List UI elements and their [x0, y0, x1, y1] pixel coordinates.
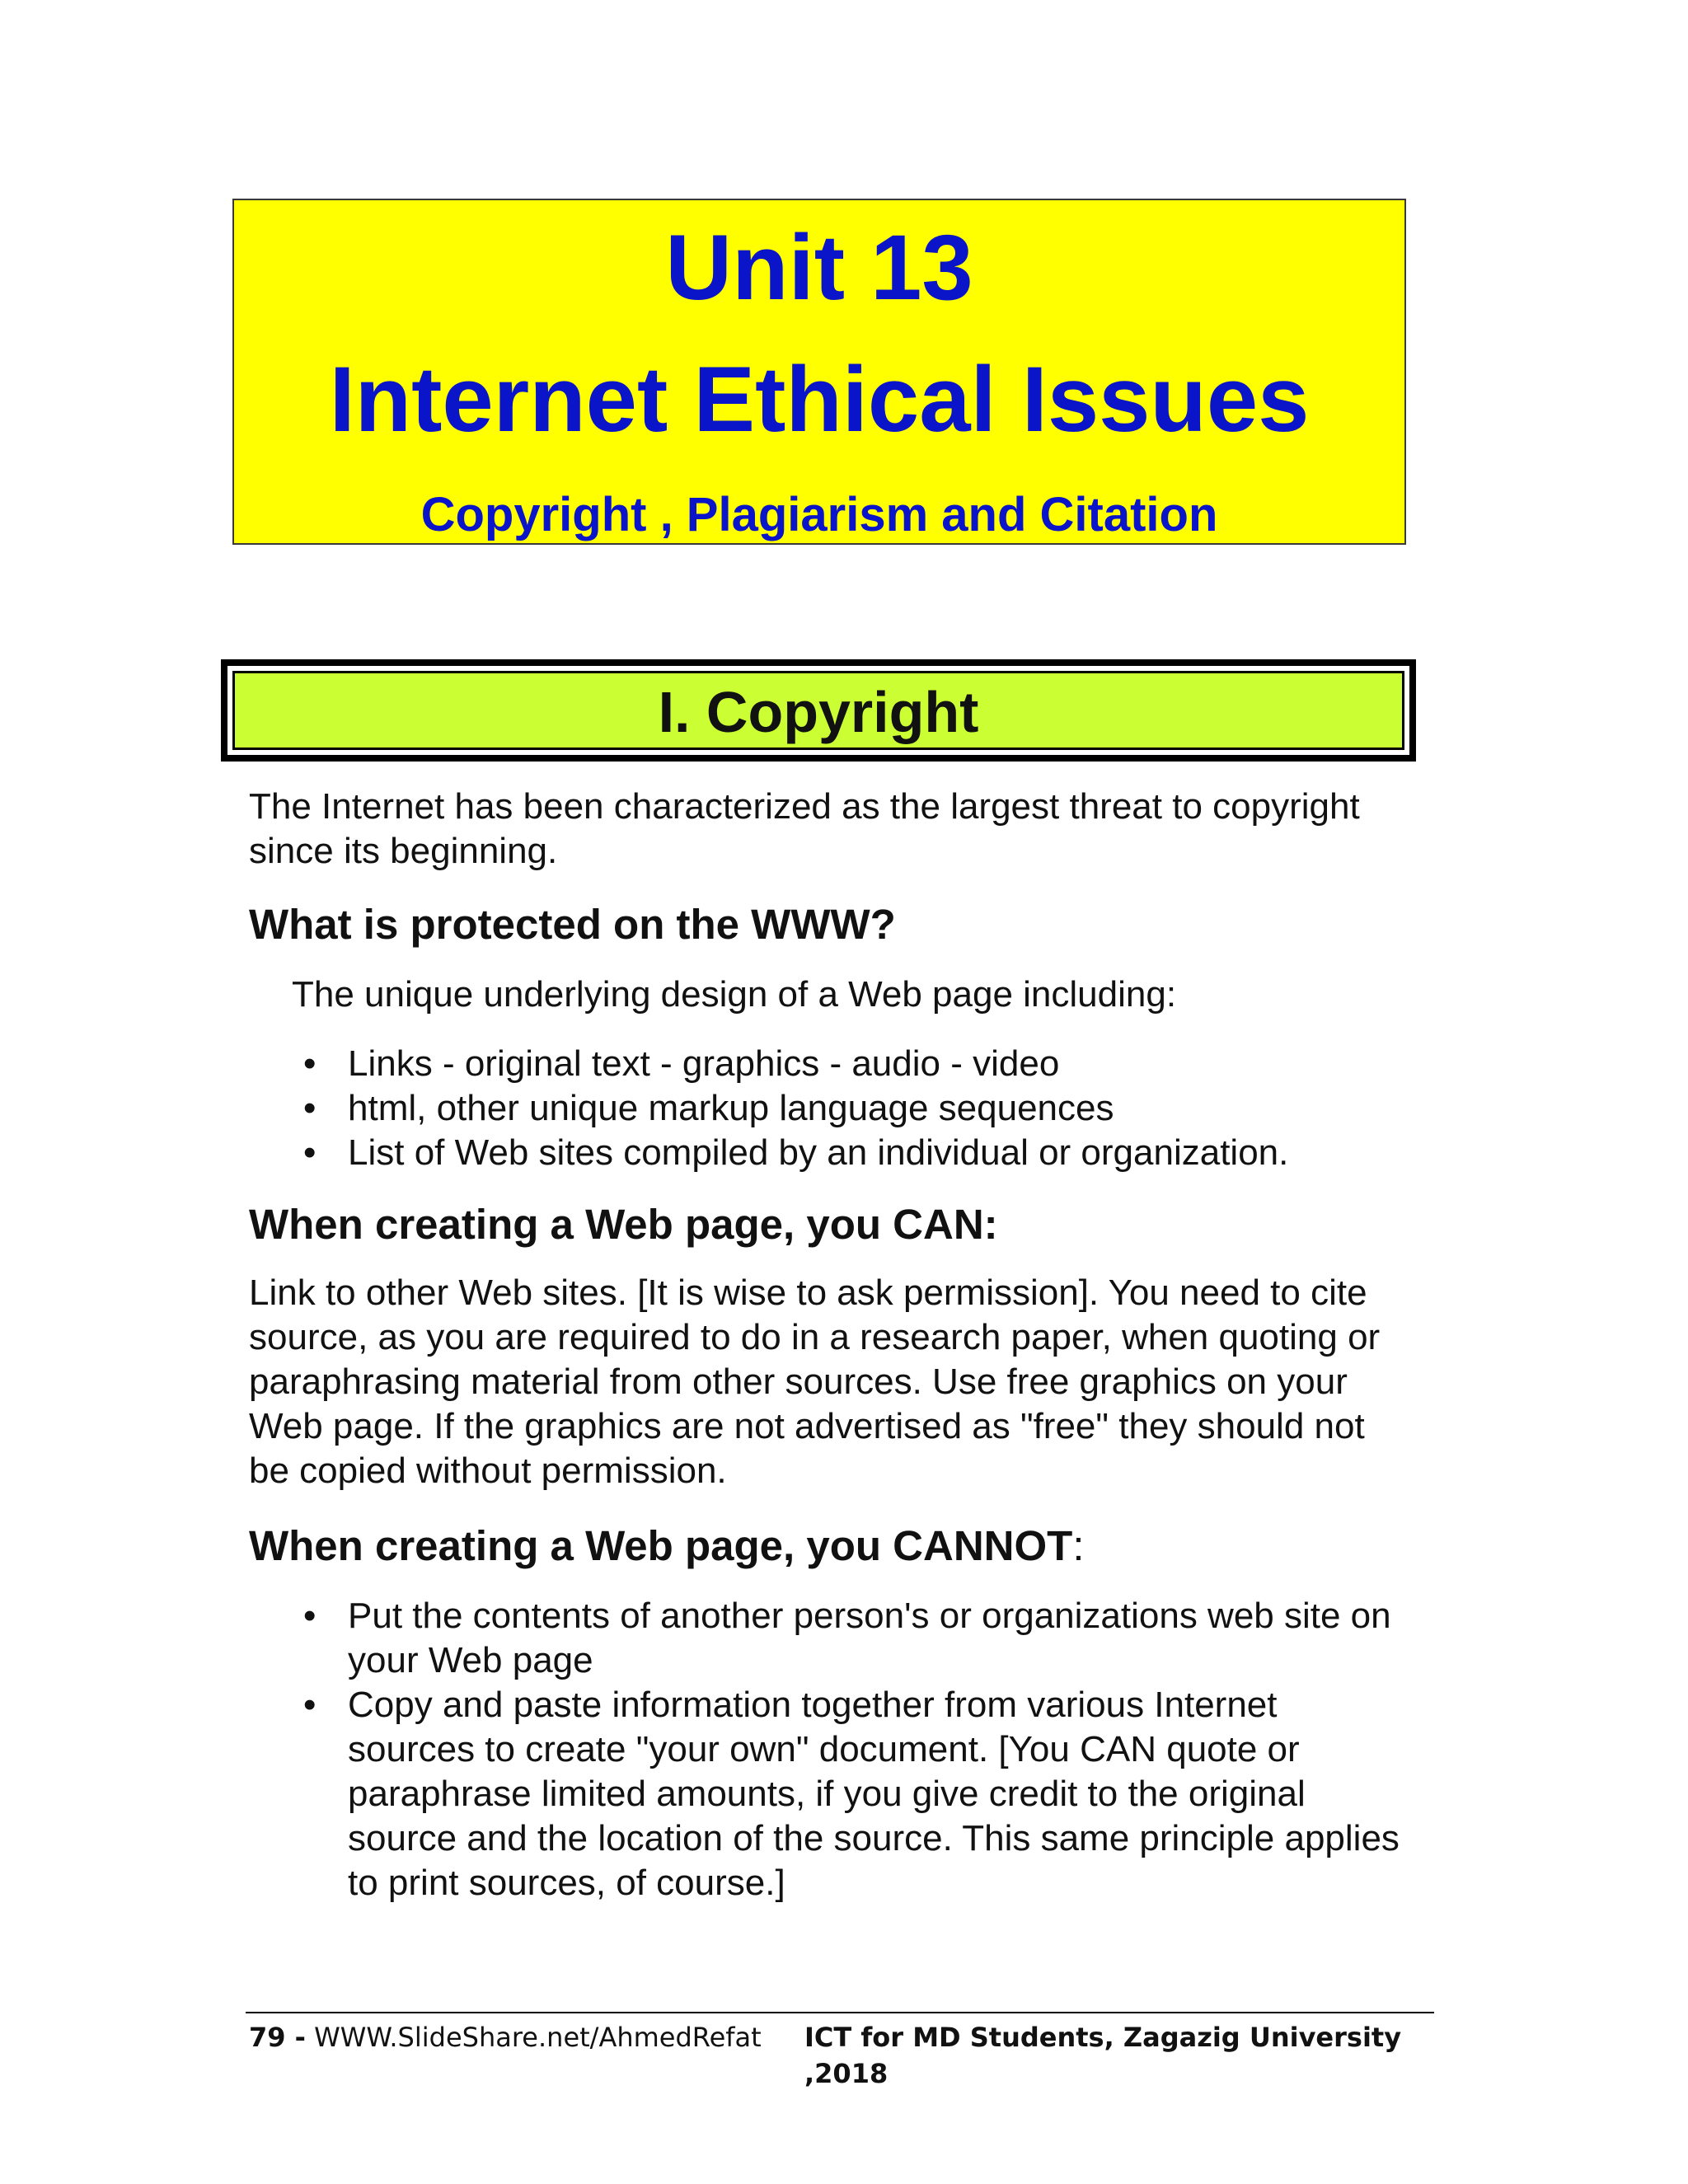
list-item-text: html, other unique markup language sequences [348, 1088, 1114, 1128]
heading-what-is-protected: What is protected on the WWW? [249, 901, 896, 948]
list-item-text: List of Web sites compiled by an individual or organization. [348, 1132, 1289, 1173]
page-number: 79 - [249, 2022, 306, 2053]
heading-colon: : [1072, 1522, 1085, 1569]
heading-you-cannot [249, 1521, 1403, 1571]
footer-site-link[interactable]: WWW.SlideShare.net/AhmedRefat [314, 2022, 762, 2053]
unit-title-box [232, 199, 1406, 545]
list-item [249, 1131, 1403, 1175]
list-item-text: Links - original text - graphics - audio - video [348, 1043, 1060, 1084]
list-item-text: Copy and paste information together from various Internet sources to create "your own" document. [You CAN quote or paraphrase limited amounts, if you give credit to the original source and the location of the source. This same principle applies to print sources, of course.] [348, 1685, 1400, 1903]
section-header-frame [221, 659, 1416, 762]
bullet-icon: • [303, 1088, 316, 1128]
underlying-design-paragraph: The unique underlying design of a Web page including: [292, 974, 1177, 1015]
unit-title: Internet Ethical Issues [329, 348, 1310, 451]
list-item [249, 1594, 1403, 1683]
footer-divider [246, 2012, 1434, 2013]
page-footer [249, 2019, 1436, 2089]
heading-you-cannot-text: When creating a Web page, you CANNOT [249, 1522, 1073, 1569]
bullet-icon: • [303, 1685, 316, 1725]
cannot-items-list [249, 1594, 1403, 1905]
unit-subtitle: Copyright , Plagiarism and Citation [420, 488, 1218, 541]
footer-course: ICT for MD Students, Zagazig University ,2018 [804, 2022, 1402, 2089]
page-content [249, 785, 1403, 1905]
section-header [232, 671, 1404, 750]
list-item [249, 1042, 1403, 1086]
list-item-text: Put the contents of another person's or organizations web site on your Web page [348, 1596, 1391, 1680]
list-item [249, 1086, 1403, 1131]
bullet-icon: • [303, 1132, 316, 1173]
intro-paragraph: The Internet has been characterized as the largest threat to copyright since its beginning. [249, 786, 1360, 871]
bullet-icon: • [303, 1043, 316, 1084]
section-title: I. Copyright [658, 680, 979, 744]
list-item [249, 1683, 1403, 1905]
can-paragraph: Link to other Web sites. [It is wise to ask permission]. You need to cite source, as you are required to do in a research paper, when quoting or paraphrasing material from other sources. Use free graphics on your Web page. If the graphics are not advertised as "free" they should not be copied without permission. [249, 1272, 1381, 1491]
unit-number: Unit 13 [665, 216, 973, 319]
bullet-icon: • [303, 1596, 316, 1636]
heading-you-can: When creating a Web page, you CAN: [249, 1201, 998, 1248]
protected-items-list [249, 1042, 1403, 1175]
